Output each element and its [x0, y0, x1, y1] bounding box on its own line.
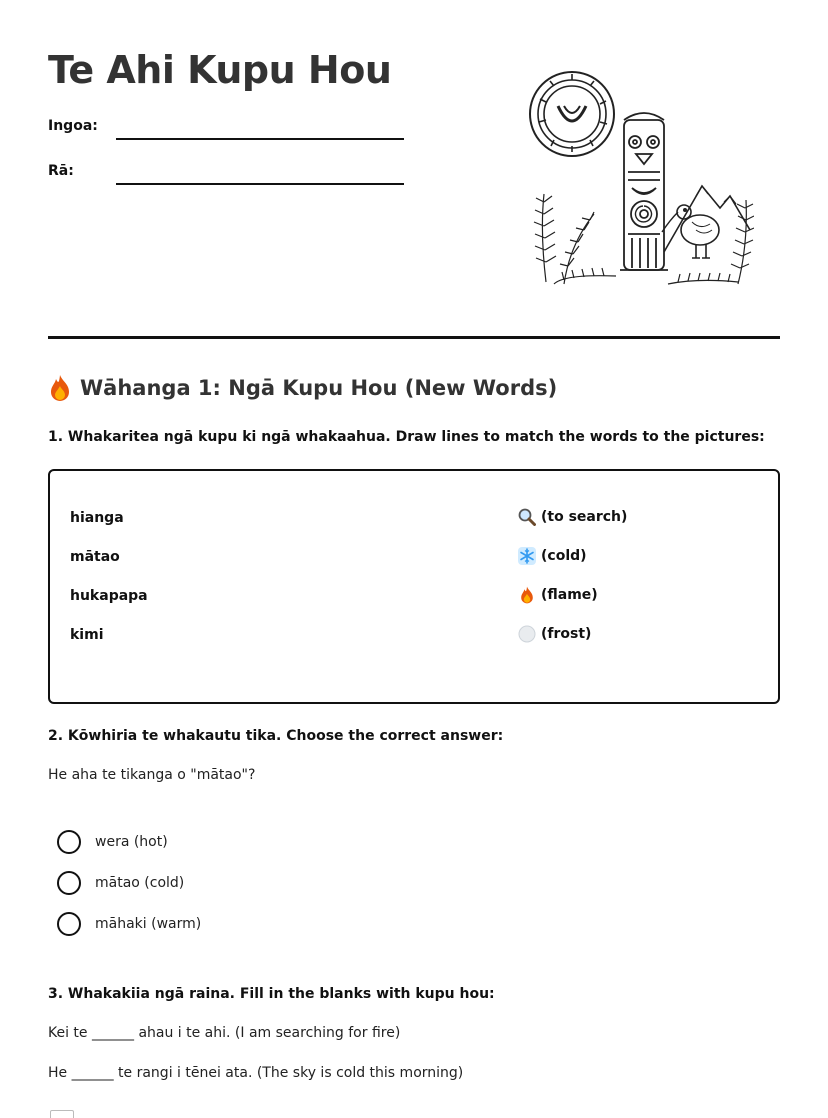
- question-3-heading: 3. Whakakiia ngā raina. Fill in the blanks with kupu hou:: [48, 986, 495, 1002]
- match-word[interactable]: kimi: [70, 627, 104, 643]
- answer-option-label: māhaki (warm): [95, 916, 202, 932]
- matching-box: [48, 469, 780, 704]
- worksheet-title: Te Ahi Kupu Hou: [48, 48, 392, 92]
- flame-icon: [518, 586, 536, 604]
- match-picture[interactable]: [518, 625, 591, 643]
- white-circle-icon: [518, 625, 536, 643]
- name-label: Ingoa:: [48, 118, 98, 134]
- fill-in-sentence[interactable]: Kei te ______ ahau i te ahi. (I am searching for fire): [48, 1025, 401, 1041]
- match-picture[interactable]: [518, 547, 587, 565]
- kiwi-bird-icon: [662, 205, 719, 258]
- date-line[interactable]: [116, 183, 404, 185]
- match-picture-label: (flame): [541, 587, 598, 603]
- match-picture-label: (to search): [541, 509, 628, 525]
- match-word[interactable]: hianga: [70, 510, 124, 526]
- name-line[interactable]: [116, 138, 404, 140]
- sun-icon: [530, 72, 614, 156]
- maori-illustration: [524, 62, 754, 290]
- radio-button[interactable]: [57, 871, 81, 895]
- match-picture-label: (cold): [541, 548, 587, 564]
- radio-button[interactable]: [57, 830, 81, 854]
- match-picture-label: (frost): [541, 626, 592, 642]
- match-word[interactable]: hukapapa: [70, 588, 148, 604]
- fern-left-icon: [534, 194, 616, 284]
- mountains-icon: [664, 186, 750, 252]
- answer-option[interactable]: [57, 912, 201, 936]
- magnifier-icon: [518, 508, 536, 526]
- match-picture[interactable]: [518, 508, 627, 526]
- fill-in-sentence[interactable]: He ______ te rangi i tēnei ata. (The sky is cold this morning): [48, 1065, 464, 1081]
- radio-button[interactable]: [57, 912, 81, 936]
- answer-option[interactable]: [57, 830, 168, 854]
- question-2-heading: 2. Kōwhiria te whakautu tika. Choose the correct answer:: [48, 728, 504, 744]
- question-1-heading: 1. Whakaritea ngā kupu ki ngā whakaahua. Draw lines to match the words to the pictures:: [48, 429, 765, 445]
- answer-option-label: mātao (cold): [95, 875, 185, 891]
- match-word[interactable]: mātao: [70, 549, 120, 565]
- answer-option[interactable]: [57, 871, 184, 895]
- date-label: Rā:: [48, 163, 74, 179]
- section-1-title: [48, 374, 557, 402]
- header-divider: [48, 336, 780, 339]
- answer-option-label: wera (hot): [95, 834, 168, 850]
- snowflake-icon: [518, 547, 536, 565]
- match-picture[interactable]: [518, 586, 598, 604]
- totem-pou-icon: [620, 113, 668, 270]
- question-2-text: He aha te tikanga o "mātao"?: [48, 767, 256, 783]
- partial-icon: [50, 1110, 74, 1118]
- section-1-title-text: Wāhanga 1: Ngā Kupu Hou (New Words): [80, 376, 558, 400]
- flame-icon: [48, 374, 72, 402]
